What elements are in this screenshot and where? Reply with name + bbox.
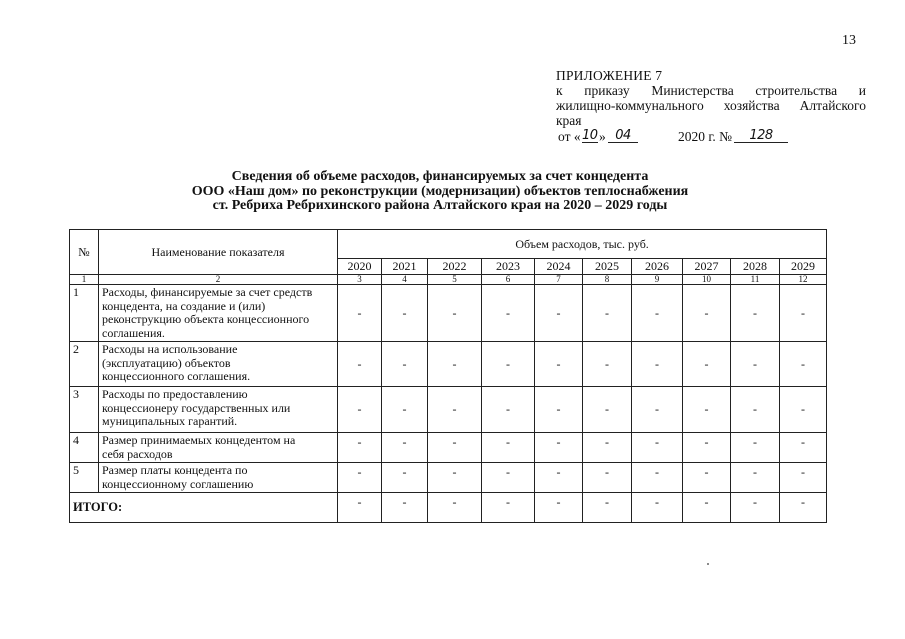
scan-speck: [707, 563, 709, 565]
column-index: 11: [731, 275, 780, 285]
indicator-name-line: соглашения.: [102, 325, 165, 340]
value-cell-2022: -: [428, 387, 482, 433]
column-index: 6: [482, 275, 535, 285]
indicator-name-line: (эксплуатацию) объектов: [102, 355, 231, 370]
value-cell-2023: -: [482, 463, 535, 493]
row-indicator-name: [99, 433, 338, 463]
total-value-2026: -: [632, 493, 683, 523]
value-cell-2022: -: [428, 285, 482, 342]
heading-line-3: ст. Ребриха Ребрихинского района Алтайского края на 2020 – 2029 годы: [212, 198, 668, 213]
table-header-row: [70, 230, 827, 259]
value-cell-2028: -: [731, 387, 780, 433]
column-index: 3: [338, 275, 382, 285]
year-header-2025: 2025: [583, 259, 632, 275]
value-cell-2028: -: [731, 433, 780, 463]
row-indicator-name: [99, 387, 338, 433]
value-cell-2024: -: [535, 342, 583, 387]
value-cell-2025: -: [583, 285, 632, 342]
value-cell-2022: -: [428, 463, 482, 493]
value-cell-2025: -: [583, 342, 632, 387]
value-cell-2025: -: [583, 387, 632, 433]
total-value-2023: -: [482, 493, 535, 523]
value-cell-2029: -: [780, 387, 827, 433]
order-day: [582, 129, 598, 143]
year-header-2023: 2023: [482, 259, 535, 275]
table-row: [70, 387, 827, 433]
column-index: 2: [99, 275, 338, 285]
value-cell-2028: -: [731, 285, 780, 342]
col-no-header: №: [70, 230, 99, 275]
value-cell-2025: -: [583, 463, 632, 493]
value-cell-2020: -: [338, 463, 382, 493]
table-row: [70, 342, 827, 387]
row-number: 5: [70, 463, 99, 493]
value-cell-2021: -: [382, 342, 428, 387]
table-row: [70, 433, 827, 463]
order-date-line: [558, 128, 866, 144]
value-cell-2029: -: [780, 285, 827, 342]
page-number: 13: [842, 33, 856, 48]
row-indicator-name: [99, 285, 338, 342]
row-indicator-name: [99, 463, 338, 493]
total-value-2024: -: [535, 493, 583, 523]
expenses-table: [69, 229, 827, 523]
total-value-2028: -: [731, 493, 780, 523]
indicator-name-line: Размер принимаемых концедентом на: [102, 433, 296, 447]
appendix-line-3: края: [556, 113, 582, 128]
value-cell-2027: -: [683, 285, 731, 342]
column-index: 10: [683, 275, 731, 285]
order-month: [608, 129, 638, 143]
year-header-2020: 2020: [338, 259, 382, 275]
value-cell-2027: -: [683, 463, 731, 493]
value-cell-2029: -: [780, 463, 827, 493]
value-cell-2023: -: [482, 342, 535, 387]
year-header-2029: 2029: [780, 259, 827, 275]
value-cell-2020: -: [338, 285, 382, 342]
value-cell-2028: -: [731, 463, 780, 493]
indicator-name-line: концессионеру государственных или: [102, 400, 291, 415]
date-mid: »: [599, 129, 606, 144]
value-cell-2023: -: [482, 433, 535, 463]
indicator-name-line: Расходы на использование: [102, 342, 238, 356]
value-cell-2027: -: [683, 387, 731, 433]
indicator-name-line: концессионному соглашению: [102, 476, 254, 491]
value-cell-2022: -: [428, 342, 482, 387]
total-value-2025: -: [583, 493, 632, 523]
indicator-name-line: Расходы по предоставлению: [102, 387, 248, 401]
appendix-line-1: к приказу Министерства строительства и: [556, 83, 866, 98]
total-value-2029: -: [780, 493, 827, 523]
value-cell-2029: -: [780, 433, 827, 463]
indicator-name-line: концедента, на создание и (или): [102, 298, 266, 313]
value-cell-2020: -: [338, 387, 382, 433]
indicator-name-line: Расходы, финансируемые за счет средств: [102, 285, 313, 299]
appendix-title: ПРИЛОЖЕНИЕ 7: [556, 68, 663, 83]
column-index: 4: [382, 275, 428, 285]
indicator-name-line: концессионного соглашения.: [102, 369, 251, 383]
table-row: [70, 463, 827, 493]
value-cell-2026: -: [632, 285, 683, 342]
order-number-text: 128: [749, 128, 773, 143]
appendix-line-2: жилищно-коммунального хозяйства Алтайского: [556, 98, 866, 113]
value-cell-2024: -: [535, 463, 583, 493]
total-value-2021: -: [382, 493, 428, 523]
indicator-name-line: себя расходов: [102, 446, 173, 461]
row-indicator-name: [99, 342, 338, 387]
value-cell-2024: -: [535, 387, 583, 433]
value-cell-2026: -: [632, 463, 683, 493]
year-header-2022: 2022: [428, 259, 482, 275]
column-index: 1: [70, 275, 99, 285]
value-cell-2020: -: [338, 433, 382, 463]
order-year-label: 2020 г. №: [678, 129, 733, 144]
row-number: 4: [70, 433, 99, 463]
col-name-header: Наименование показателя: [99, 230, 338, 275]
row-number: 2: [70, 342, 99, 387]
year-header-2021: 2021: [382, 259, 428, 275]
document-heading: [130, 170, 750, 214]
total-row: [70, 493, 827, 523]
table-row: [70, 285, 827, 342]
value-cell-2025: -: [583, 433, 632, 463]
value-cell-2021: -: [382, 387, 428, 433]
row-number: 1: [70, 285, 99, 342]
total-value-2020: -: [338, 493, 382, 523]
appendix-block: [556, 68, 866, 144]
column-index: 5: [428, 275, 482, 285]
value-cell-2029: -: [780, 342, 827, 387]
column-index: 12: [780, 275, 827, 285]
indicator-name-line: Размер платы концедента по: [102, 463, 248, 477]
indicator-name-line: муниципальных гарантий.: [102, 414, 238, 428]
year-header-2027: 2027: [683, 259, 731, 275]
value-cell-2022: -: [428, 433, 482, 463]
year-header-2028: 2028: [731, 259, 780, 275]
column-index: 9: [632, 275, 683, 285]
order-number: [734, 129, 788, 143]
heading-line-2: ООО «Наш дом» по реконструкции (модернизации) объектов теплоснабжения: [191, 183, 689, 199]
total-label: ИТОГО:: [70, 493, 338, 523]
indicator-name-line: реконструкцию объекта концессионного: [102, 312, 310, 326]
value-cell-2024: -: [535, 285, 583, 342]
year-header-2024: 2024: [535, 259, 583, 275]
order-day-text: 10: [582, 128, 598, 143]
date-prefix: от «: [558, 129, 581, 144]
value-cell-2023: -: [482, 387, 535, 433]
row-number: 3: [70, 387, 99, 433]
value-cell-2026: -: [632, 387, 683, 433]
column-index: 7: [535, 275, 583, 285]
expenses-group-header: Объем расходов, тыс. руб.: [338, 230, 827, 259]
value-cell-2021: -: [382, 285, 428, 342]
order-month-text: 04: [615, 128, 631, 143]
value-cell-2027: -: [683, 342, 731, 387]
value-cell-2028: -: [731, 342, 780, 387]
value-cell-2026: -: [632, 342, 683, 387]
value-cell-2027: -: [683, 433, 731, 463]
value-cell-2024: -: [535, 433, 583, 463]
value-cell-2026: -: [632, 433, 683, 463]
heading-line-1: Сведения об объеме расходов, финансируемых за счет концедента: [231, 169, 649, 184]
total-value-2027: -: [683, 493, 731, 523]
value-cell-2023: -: [482, 285, 535, 342]
value-cell-2021: -: [382, 463, 428, 493]
column-index: 8: [583, 275, 632, 285]
year-header-2026: 2026: [632, 259, 683, 275]
total-value-2022: -: [428, 493, 482, 523]
value-cell-2020: -: [338, 342, 382, 387]
index-row: [70, 275, 827, 285]
value-cell-2021: -: [382, 433, 428, 463]
